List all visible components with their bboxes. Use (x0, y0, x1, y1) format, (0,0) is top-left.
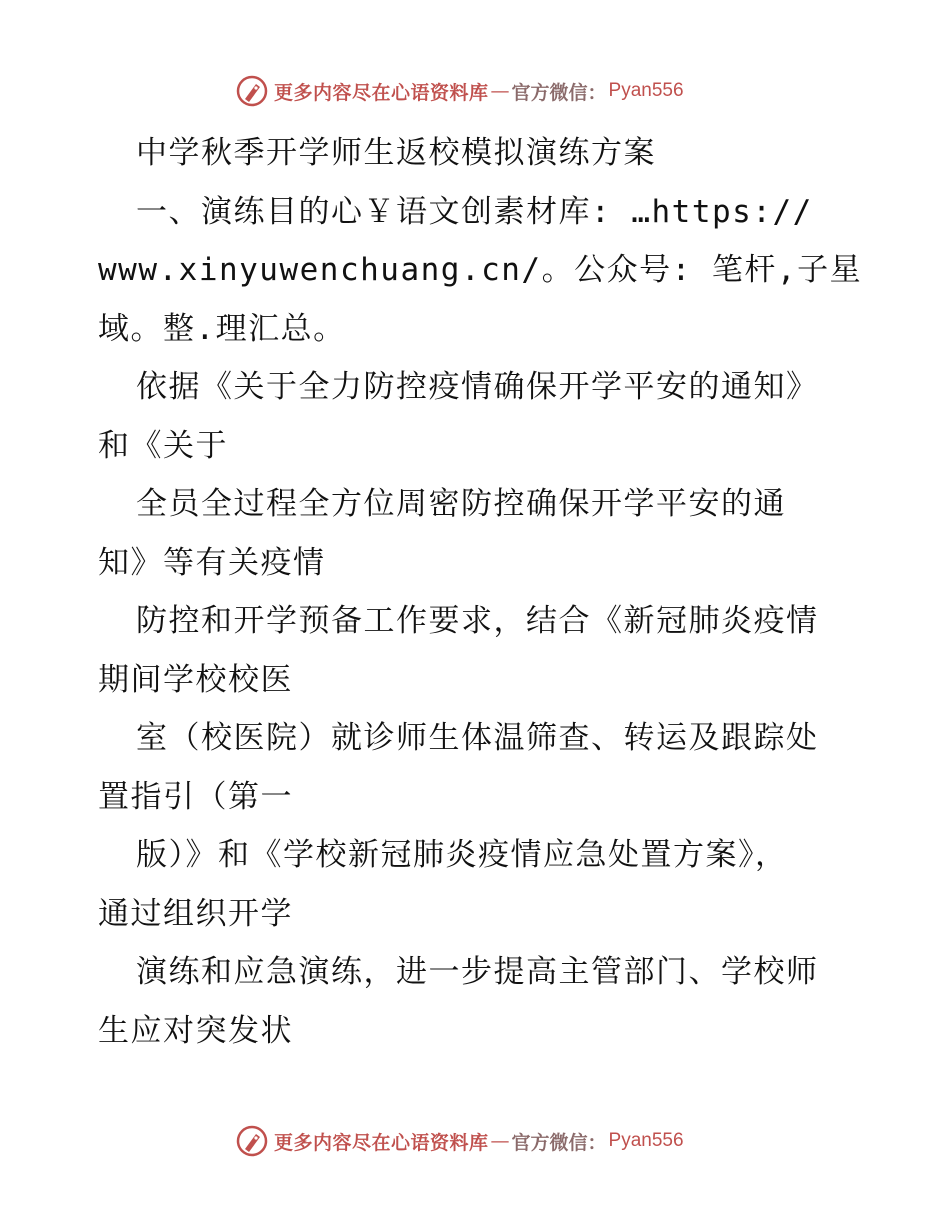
text-line: 知》等有关疫情 (98, 544, 326, 581)
document-body (98, 124, 868, 1060)
pen-nib-logo-icon (236, 1125, 268, 1157)
watermark-dash: — (490, 80, 510, 102)
text-line: 防控和开学预备工作要求，结合《新冠肺炎疫情 (136, 603, 819, 639)
text-line: 依据《关于全力防控疫情确保开学平安的通知》 (136, 369, 819, 405)
text-line: 和《关于 (98, 427, 228, 464)
pen-nib-logo-icon (236, 75, 268, 107)
text-line: 通过组织开学 (98, 895, 293, 932)
footer-watermark (236, 1124, 684, 1158)
text-line: 室（校医院）就诊师生体温筛查、转运及跟踪处 (136, 720, 819, 756)
watermark-dash: — (490, 1130, 510, 1152)
text-line: 域。整.理汇总。 (98, 310, 346, 347)
text-line: 全员全过程全方位周密防控确保开学平安的通 (136, 486, 786, 522)
text-line: 生应对突发状 (98, 1012, 293, 1049)
text-line: 置指引（第一 (98, 778, 293, 815)
watermark-official-label: 官方微信： (511, 81, 607, 104)
text-line: 版）》和《学校新冠肺炎疫情应急处置方案》， (136, 837, 788, 873)
text-line: 一、演练目的心￥语文创素材库: …https:// (136, 193, 813, 230)
header-watermark (236, 74, 684, 108)
watermark-wechat-id: Pyan556 (608, 1130, 684, 1151)
text-line: 期间学校校医 (98, 661, 293, 698)
text-line: www.xinyuwenchuang.cn/。公众号: 笔杆,子星 (98, 252, 863, 288)
document-title: 中学秋季开学师生返校模拟演练方案 (136, 135, 656, 171)
watermark-text: 更多内容尽在心语资料库 (274, 81, 489, 104)
watermark-text: 更多内容尽在心语资料库 (274, 1131, 489, 1154)
text-line: 演练和应急演练，进一步提高主管部门、学校师 (136, 954, 819, 990)
watermark-official-label: 官方微信： (511, 1131, 607, 1154)
watermark-wechat-id: Pyan556 (608, 80, 684, 101)
